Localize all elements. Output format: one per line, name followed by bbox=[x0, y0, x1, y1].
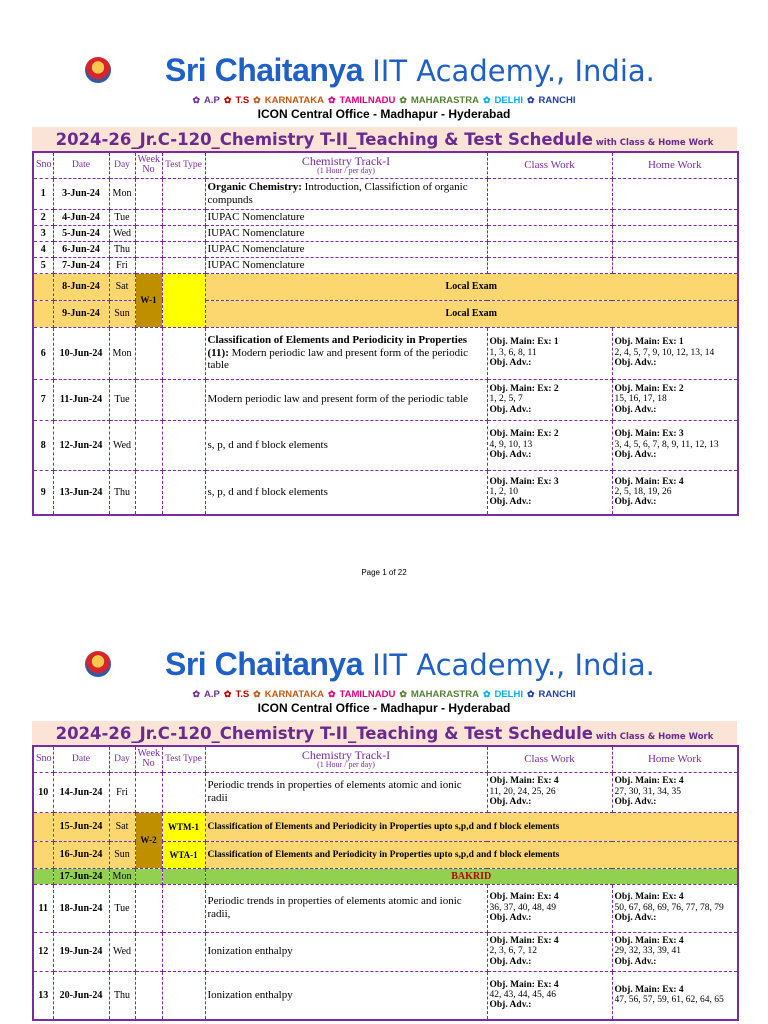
cell-date: 16-Jun-24 bbox=[53, 841, 109, 868]
cell-sno: 1 bbox=[33, 178, 53, 209]
work-line: Obj. Main: Ex: 2 bbox=[489, 383, 559, 394]
cell-test bbox=[162, 209, 205, 225]
cell-test bbox=[162, 971, 205, 1020]
cell-week bbox=[135, 420, 162, 470]
column-header-class-work: Class Work bbox=[487, 746, 612, 772]
cell-day: Fri bbox=[109, 257, 135, 273]
header-row bbox=[33, 152, 738, 178]
week-label: W-2 bbox=[135, 812, 162, 868]
work-line: Obj. Adv.: bbox=[489, 497, 532, 508]
state-name: RANCHI bbox=[538, 95, 576, 106]
work-line: Obj. Main: Ex: 3 bbox=[489, 476, 559, 487]
cell-date: 9-Jun-24 bbox=[53, 300, 109, 327]
cell-date: 6-Jun-24 bbox=[53, 241, 109, 257]
table-row bbox=[33, 884, 738, 932]
exam-row bbox=[33, 273, 738, 300]
cell-day: Tue bbox=[109, 884, 135, 932]
cell-day: Tue bbox=[109, 379, 135, 420]
cell-date: 13-Jun-24 bbox=[53, 470, 109, 515]
state-name: DELHI bbox=[494, 95, 523, 106]
work-line: Obj. Adv.: bbox=[614, 913, 657, 924]
work-line: Obj. Main: Ex: 3 bbox=[614, 429, 684, 440]
cell-day: Thu bbox=[109, 971, 135, 1020]
schedule-table bbox=[32, 151, 739, 516]
cell-topic bbox=[205, 420, 487, 470]
state-name: MAHARASTRA bbox=[410, 689, 479, 700]
cell-class-work bbox=[487, 178, 612, 209]
state-name: T.S bbox=[235, 95, 250, 106]
column-header-date: Date bbox=[53, 746, 109, 772]
test-type-label: WTM-1 bbox=[162, 812, 205, 841]
column-header-day: Day bbox=[109, 152, 135, 178]
flower-icon: ✿ bbox=[328, 95, 336, 105]
table-row bbox=[33, 178, 738, 209]
cell-week bbox=[135, 327, 162, 379]
cell-home-work bbox=[612, 257, 738, 273]
cell-week bbox=[135, 209, 162, 225]
cell-date: 12-Jun-24 bbox=[53, 420, 109, 470]
cell-test bbox=[162, 327, 205, 379]
work-line: 50, 67, 68, 69, 76, 77, 78, 79 bbox=[614, 902, 724, 913]
cell-topic bbox=[205, 209, 487, 225]
cell-class-work bbox=[487, 241, 612, 257]
work-line: 29, 32, 33, 39, 41 bbox=[614, 946, 681, 957]
cell-day: Thu bbox=[109, 470, 135, 515]
topic-heading: Classification of Elements and Periodicity in Properties (11): bbox=[207, 334, 467, 359]
cell-topic bbox=[205, 772, 487, 812]
column-header-track bbox=[205, 152, 487, 178]
flower-icon: ✿ bbox=[223, 689, 232, 699]
topic-text: Modern periodic law and present form of the periodic table bbox=[207, 346, 469, 372]
topic-text: Ionization enthalpy bbox=[207, 945, 293, 958]
page-header bbox=[0, 48, 768, 92]
column-header-home-work: Home Work bbox=[612, 746, 738, 772]
cell-date: 15-Jun-24 bbox=[53, 812, 109, 841]
cell-week bbox=[135, 257, 162, 273]
topic-text: Modern periodic law and present form of the periodic table bbox=[207, 393, 469, 406]
flower-icon: ✿ bbox=[328, 689, 336, 699]
state-name: A.P bbox=[204, 689, 220, 700]
academy-logo-icon bbox=[85, 651, 111, 677]
column-header-week: Week No bbox=[135, 152, 162, 178]
cell-day: Mon bbox=[109, 868, 135, 884]
work-line: Obj. Main: Ex: 1 bbox=[489, 337, 559, 348]
topic-text: Periodic trends in properties of elements atomic and ionic radii bbox=[207, 779, 462, 804]
cell-sno bbox=[33, 273, 53, 300]
topic-text: IUPAC Nomenclature bbox=[207, 242, 305, 255]
cell-week bbox=[135, 971, 162, 1020]
topic-text: Periodic trends in properties of elements atomic and ionic radii, bbox=[207, 895, 462, 920]
cell-sno: 2 bbox=[33, 209, 53, 225]
cell-class-work bbox=[487, 772, 612, 812]
work-line: Obj. Main: Ex: 4 bbox=[489, 935, 559, 946]
table-body bbox=[33, 178, 738, 515]
work-line: Obj. Main: Ex: 4 bbox=[614, 776, 684, 787]
cell-class-work bbox=[487, 257, 612, 273]
table-row bbox=[33, 932, 738, 971]
table-row bbox=[33, 241, 738, 257]
cell-test bbox=[162, 257, 205, 273]
state-name: MAHARASTRA bbox=[410, 95, 479, 106]
work-line: Obj. Main: Ex: 4 bbox=[614, 476, 684, 487]
work-line: 1, 3, 6, 8, 11 bbox=[489, 347, 537, 358]
cell-home-work bbox=[612, 470, 738, 515]
cell-date: 3-Jun-24 bbox=[53, 178, 109, 209]
header-row bbox=[33, 746, 738, 772]
cell-test bbox=[162, 420, 205, 470]
work-line: Obj. Main: Ex: 4 bbox=[489, 979, 559, 990]
cell-sno: 6 bbox=[33, 327, 53, 379]
work-line: 36, 37, 40, 48, 49 bbox=[489, 902, 556, 913]
cell-date: 17-Jun-24 bbox=[53, 868, 109, 884]
cell-topic bbox=[205, 379, 487, 420]
cell-sno bbox=[33, 300, 53, 327]
work-line: Obj. Adv.: bbox=[489, 358, 532, 369]
cell-date: 14-Jun-24 bbox=[53, 772, 109, 812]
cell-week bbox=[135, 178, 162, 209]
cell-home-work bbox=[612, 884, 738, 932]
table-row bbox=[33, 257, 738, 273]
cell-day: Sun bbox=[109, 841, 135, 868]
cell-home-work bbox=[612, 379, 738, 420]
table-body bbox=[33, 772, 738, 1020]
column-header-week: Week No bbox=[135, 746, 162, 772]
column-header-test-type: Test Type bbox=[162, 152, 205, 178]
state-name: TAMILNADU bbox=[339, 95, 396, 106]
cell-sno bbox=[33, 812, 53, 841]
cell-date: 11-Jun-24 bbox=[53, 379, 109, 420]
cell-test bbox=[162, 868, 205, 884]
cell-class-work bbox=[487, 209, 612, 225]
cell-day: Mon bbox=[109, 327, 135, 379]
exam-label: Local Exam bbox=[205, 300, 738, 327]
table-row bbox=[33, 772, 738, 812]
topic-text: Introduction, Classifiction of organic compunds bbox=[207, 180, 468, 206]
work-line: Obj. Adv.: bbox=[489, 1000, 532, 1011]
flower-icon: ✿ bbox=[526, 689, 535, 699]
cell-test bbox=[162, 178, 205, 209]
flower-icon: ✿ bbox=[482, 95, 491, 105]
cell-class-work bbox=[487, 379, 612, 420]
cell-class-work bbox=[487, 932, 612, 971]
cell-sno: 8 bbox=[33, 420, 53, 470]
schedule-title: 2024-26_Jr.C-120_Chemistry T-II_Teaching & Test Schedule with Class & Home Work bbox=[32, 127, 737, 151]
states-line bbox=[0, 689, 768, 700]
schedule-title: 2024-26_Jr.C-120_Chemistry T-II_Teaching & Test Schedule with Class & Home Work bbox=[32, 721, 737, 745]
cell-home-work bbox=[612, 241, 738, 257]
cell-week bbox=[135, 225, 162, 241]
topic-text: IUPAC Nomenclature bbox=[207, 226, 305, 239]
table-row bbox=[33, 225, 738, 241]
cell-class-work bbox=[487, 470, 612, 515]
work-line: Obj. Adv.: bbox=[614, 404, 657, 415]
cell-week bbox=[135, 241, 162, 257]
cell-sno: 10 bbox=[33, 772, 53, 812]
cell-test bbox=[162, 470, 205, 515]
exam-label: Local Exam bbox=[205, 273, 738, 300]
page-header bbox=[0, 642, 768, 686]
exam-label: Classification of Elements and Periodicity in Properties upto s,p,d and f block elements bbox=[205, 841, 738, 868]
table-header bbox=[33, 152, 738, 178]
work-line: 2, 4, 5, 7, 9, 10, 12, 13, 14 bbox=[614, 347, 715, 358]
work-line: Obj. Adv.: bbox=[489, 404, 532, 415]
cell-topic bbox=[205, 241, 487, 257]
column-header-class-work: Class Work bbox=[487, 152, 612, 178]
cell-day: Sat bbox=[109, 273, 135, 300]
exam-label: Classification of Elements and Periodicity in Properties upto s,p,d and f block elements bbox=[205, 812, 738, 841]
cell-day: Sat bbox=[109, 812, 135, 841]
work-line: 3, 4, 5, 6, 7, 8, 9, 11, 12, 13 bbox=[614, 439, 719, 450]
flower-icon: ✿ bbox=[223, 95, 232, 105]
cell-day: Wed bbox=[109, 932, 135, 971]
work-line: Obj. Adv.: bbox=[614, 797, 657, 808]
track-title: Chemistry Track-I bbox=[301, 748, 391, 763]
cell-topic bbox=[205, 884, 487, 932]
cell-class-work bbox=[487, 420, 612, 470]
state-name: RANCHI bbox=[538, 689, 576, 700]
column-header-home-work: Home Work bbox=[612, 152, 738, 178]
topic-text: IUPAC Nomenclature bbox=[207, 210, 305, 223]
cell-date: 5-Jun-24 bbox=[53, 225, 109, 241]
academy-name: Sri Chaitanya IIT Academy., India. bbox=[165, 52, 655, 88]
cell-topic bbox=[205, 327, 487, 379]
topic-text: Ionization enthalpy bbox=[207, 988, 293, 1001]
test-type-label: WTA-1 bbox=[162, 841, 205, 868]
cell-day: Wed bbox=[109, 225, 135, 241]
work-line: Obj. Adv.: bbox=[489, 450, 532, 461]
work-line: Obj. Main: Ex: 4 bbox=[489, 892, 559, 903]
schedule-table bbox=[32, 745, 739, 1021]
cell-topic bbox=[205, 470, 487, 515]
work-line: Obj. Main: Ex: 4 bbox=[614, 984, 684, 995]
cell-sno: 9 bbox=[33, 470, 53, 515]
state-name: A.P bbox=[204, 95, 220, 106]
academy-name: Sri Chaitanya IIT Academy., India. bbox=[165, 646, 655, 682]
cell-date: 8-Jun-24 bbox=[53, 273, 109, 300]
cell-test bbox=[162, 379, 205, 420]
cell-home-work bbox=[612, 772, 738, 812]
cell-week bbox=[135, 932, 162, 971]
cell-topic bbox=[205, 225, 487, 241]
cell-class-work bbox=[487, 884, 612, 932]
cell-sno: 11 bbox=[33, 884, 53, 932]
cell-home-work bbox=[612, 932, 738, 971]
cell-day: Wed bbox=[109, 420, 135, 470]
cell-sno bbox=[33, 841, 53, 868]
state-name: DELHI bbox=[494, 689, 523, 700]
work-line: Obj. Adv.: bbox=[614, 358, 657, 369]
cell-sno: 13 bbox=[33, 971, 53, 1020]
cell-day: Sun bbox=[109, 300, 135, 327]
cell-class-work bbox=[487, 327, 612, 379]
cell-sno: 12 bbox=[33, 932, 53, 971]
cell-sno: 7 bbox=[33, 379, 53, 420]
work-line: Obj. Main: Ex: 1 bbox=[614, 337, 684, 348]
topic-heading: Organic Chemistry: bbox=[207, 180, 302, 193]
cell-topic bbox=[205, 257, 487, 273]
state-name: T.S bbox=[235, 689, 250, 700]
work-line: Obj. Main: Ex: 2 bbox=[489, 429, 559, 440]
work-line: 27, 30, 31, 34, 35 bbox=[614, 786, 681, 797]
work-line: Obj. Adv.: bbox=[614, 497, 657, 508]
holiday-row bbox=[33, 868, 738, 884]
cell-day: Tue bbox=[109, 209, 135, 225]
page-2 bbox=[0, 600, 768, 1024]
work-line: 2, 3, 6, 7, 12 bbox=[489, 946, 537, 957]
work-line: Obj. Main: Ex: 2 bbox=[614, 383, 684, 394]
cell-home-work bbox=[612, 225, 738, 241]
column-header-sno: Sno bbox=[33, 746, 53, 772]
academy-logo-icon bbox=[85, 57, 111, 83]
cell-date: 20-Jun-24 bbox=[53, 971, 109, 1020]
work-line: 15, 16, 17, 18 bbox=[614, 394, 667, 405]
cell-date: 18-Jun-24 bbox=[53, 884, 109, 932]
table-row bbox=[33, 379, 738, 420]
flower-icon: ✿ bbox=[253, 95, 261, 105]
column-header-sno: Sno bbox=[33, 152, 53, 178]
work-line: 2, 5, 18, 19, 26 bbox=[614, 487, 672, 498]
table-row bbox=[33, 209, 738, 225]
cell-test bbox=[162, 225, 205, 241]
cell-date: 10-Jun-24 bbox=[53, 327, 109, 379]
cell-sno: 5 bbox=[33, 257, 53, 273]
cell-day: Mon bbox=[109, 178, 135, 209]
cell-home-work bbox=[612, 327, 738, 379]
test-type-label bbox=[162, 273, 205, 327]
cell-week bbox=[135, 868, 162, 884]
column-header-track bbox=[205, 746, 487, 772]
flower-icon: ✿ bbox=[399, 95, 407, 105]
cell-test bbox=[162, 884, 205, 932]
cell-test bbox=[162, 241, 205, 257]
exam-row bbox=[33, 812, 738, 841]
cell-class-work bbox=[487, 971, 612, 1020]
work-line: 1, 2, 5, 7 bbox=[489, 394, 523, 405]
cell-test bbox=[162, 772, 205, 812]
cell-date: 4-Jun-24 bbox=[53, 209, 109, 225]
cell-topic bbox=[205, 932, 487, 971]
table-row bbox=[33, 327, 738, 379]
cell-class-work bbox=[487, 225, 612, 241]
work-line: Obj. Main: Ex: 4 bbox=[614, 935, 684, 946]
cell-sno: 3 bbox=[33, 225, 53, 241]
page-footer: Page 1 of 22 bbox=[361, 568, 407, 577]
cell-test bbox=[162, 932, 205, 971]
cell-week bbox=[135, 379, 162, 420]
column-header-day: Day bbox=[109, 746, 135, 772]
flower-icon: ✿ bbox=[482, 689, 491, 699]
cell-day: Thu bbox=[109, 241, 135, 257]
flower-icon: ✿ bbox=[192, 95, 201, 105]
cell-week bbox=[135, 470, 162, 515]
state-name: TAMILNADU bbox=[339, 689, 396, 700]
cell-date: 19-Jun-24 bbox=[53, 932, 109, 971]
flower-icon: ✿ bbox=[253, 689, 261, 699]
work-line: Obj. Main: Ex: 4 bbox=[489, 776, 559, 787]
table-header bbox=[33, 746, 738, 772]
office-line: ICON Central Office - Madhapur - Hyderabad bbox=[257, 701, 511, 715]
flower-icon: ✿ bbox=[526, 95, 535, 105]
cell-home-work bbox=[612, 420, 738, 470]
work-line: 1, 2, 10 bbox=[489, 487, 518, 498]
track-title: Chemistry Track-I bbox=[301, 154, 391, 169]
cell-day: Fri bbox=[109, 772, 135, 812]
work-line: 42, 43, 44, 45, 46 bbox=[489, 990, 556, 1001]
flower-icon: ✿ bbox=[192, 689, 201, 699]
cell-home-work bbox=[612, 178, 738, 209]
cell-topic bbox=[205, 178, 487, 209]
work-line: Obj. Adv.: bbox=[489, 913, 532, 924]
work-line: Obj. Adv.: bbox=[614, 956, 657, 967]
states-line bbox=[0, 95, 768, 106]
column-header-date: Date bbox=[53, 152, 109, 178]
holiday-label: BAKRID bbox=[205, 868, 738, 884]
office-line: ICON Central Office - Madhapur - Hyderabad bbox=[257, 107, 511, 121]
work-line: 47, 56, 57, 59, 61, 62, 64, 65 bbox=[614, 995, 724, 1006]
cell-sno: 4 bbox=[33, 241, 53, 257]
track-subtitle: (1 Hour / per day) bbox=[317, 760, 375, 770]
work-line: 11, 20, 24, 25, 26 bbox=[489, 786, 556, 797]
cell-week bbox=[135, 772, 162, 812]
cell-topic bbox=[205, 971, 487, 1020]
column-header-test-type: Test Type bbox=[162, 746, 205, 772]
cell-date: 7-Jun-24 bbox=[53, 257, 109, 273]
work-line: Obj. Adv.: bbox=[489, 797, 532, 808]
cell-home-work bbox=[612, 971, 738, 1020]
cell-home-work bbox=[612, 209, 738, 225]
state-name: KARNATAKA bbox=[264, 689, 324, 700]
topic-text: s, p, d and f block elements bbox=[207, 438, 328, 451]
work-line: Obj. Adv.: bbox=[489, 956, 532, 967]
table-row bbox=[33, 971, 738, 1020]
table-row bbox=[33, 420, 738, 470]
cell-week bbox=[135, 884, 162, 932]
table-row bbox=[33, 470, 738, 515]
topic-text: IUPAC Nomenclature bbox=[207, 258, 305, 271]
track-subtitle: (1 Hour / per day) bbox=[317, 166, 375, 176]
flower-icon: ✿ bbox=[399, 689, 407, 699]
work-line: 4, 9, 10, 13 bbox=[489, 439, 533, 450]
cell-sno bbox=[33, 868, 53, 884]
work-line: Obj. Adv.: bbox=[614, 450, 657, 461]
week-label: W-1 bbox=[135, 273, 162, 327]
work-line: Obj. Main: Ex: 4 bbox=[614, 892, 684, 903]
topic-text: s, p, d and f block elements bbox=[207, 485, 328, 498]
state-name: KARNATAKA bbox=[264, 95, 324, 106]
